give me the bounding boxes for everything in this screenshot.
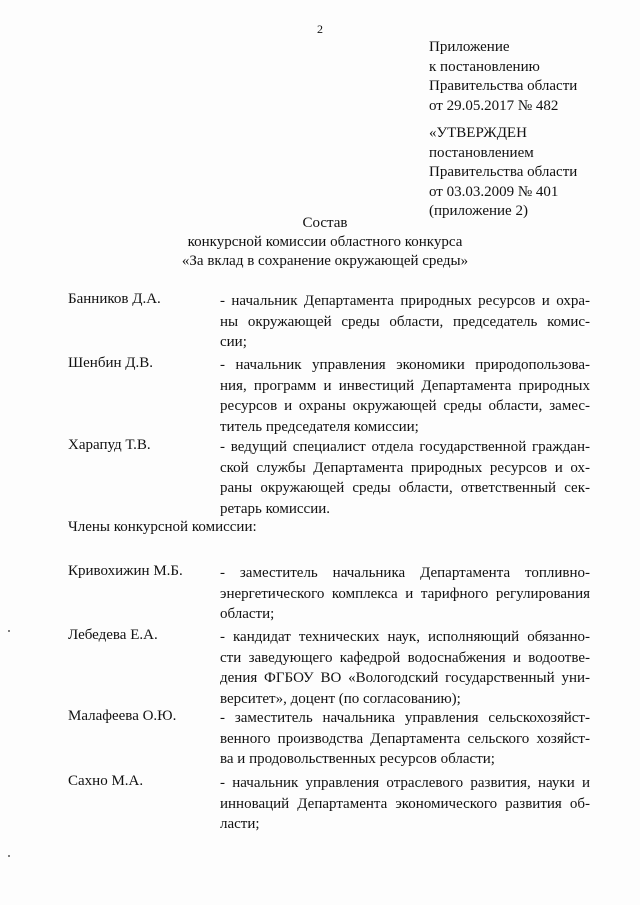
role-line: - начальник управления отраслевого развития, науки и [220, 775, 590, 791]
role-line: раны окружающей среды области, ответственный сек- [220, 480, 590, 496]
role-line: - кандидат технических наук, исполняющий обязанно- [220, 629, 590, 645]
role-line: - заместитель начальника Департамента топливно- [220, 565, 590, 581]
role-line: энергетического комплекса и тарифного регулирования [220, 585, 590, 602]
members-heading: Члены конкурсной комиссии: [68, 519, 257, 535]
member-role [220, 355, 590, 437]
role-line: сии; [220, 334, 247, 350]
member-role [220, 291, 590, 353]
member-role [220, 773, 590, 835]
member-name: Шенбин Д.В. [68, 355, 153, 371]
member-name: Сахно М.А. [68, 773, 144, 789]
role-line: сти заведующего кафедрой водоснабжения и водоотве- [220, 649, 590, 666]
role-line: ласти; [220, 816, 260, 832]
page-number: 2 [317, 22, 323, 36]
member-name: Лебедева Е.А. [68, 627, 158, 643]
approval-line: Правительства области [429, 164, 578, 180]
role-line: - ведущий специалист отдела государственной граждан- [220, 439, 590, 455]
role-line: венного производства Департамента сельского хозяйст- [220, 730, 590, 747]
role-line: ресурсов и охраны окружающей среды области, замес- [220, 398, 590, 414]
role-line: ской службы Департамента природных ресурсов и ох- [220, 459, 590, 476]
member-role [220, 437, 590, 519]
role-line: - начальник Департамента природных ресурсов и охра- [220, 293, 590, 309]
scan-speck [8, 855, 10, 857]
appendix-line: Приложение [429, 39, 510, 55]
member-name: Малафеева О.Ю. [68, 708, 177, 724]
role-line: ния, программ и инвестиций Департамента природных [220, 377, 590, 394]
approval-stamp-text [429, 124, 577, 222]
appendix-line: к постановлению [429, 58, 540, 75]
role-line: области; [220, 606, 275, 622]
role-line: ва и продовольственных ресурсов области; [220, 751, 495, 767]
role-line: - заместитель начальника управления сельскохозяйст- [220, 710, 590, 726]
member-role [220, 563, 590, 625]
approval-line: от 03.03.2009 № 401 [429, 183, 559, 200]
title-line: Состав [302, 215, 348, 231]
approval-line: «УТВЕРЖДЕН [429, 125, 527, 141]
role-line: инноваций Департамента экономического развития об- [220, 795, 590, 812]
role-line: дения ФГБОУ ВО «Вологодский государственный уни- [220, 670, 590, 686]
member-name: Кривохижин М.Б. [68, 563, 183, 579]
member-role [220, 627, 590, 709]
member-name: Харапуд Т.В. [68, 437, 151, 453]
member-role [220, 708, 590, 770]
approval-line: (приложение 2) [429, 203, 528, 219]
appendix-line: Правительства области [429, 78, 578, 94]
scan-speck [8, 630, 10, 632]
member-name: Банников Д.А. [68, 291, 161, 307]
role-line: ретарь комиссии. [220, 500, 331, 517]
title-line: «За вклад в сохранение окружающей среды» [181, 253, 469, 269]
role-line: ны окружающей среды области, председатель комис- [220, 313, 590, 330]
document-title [0, 214, 640, 271]
title-line: конкурсной комиссии областного конкурса [187, 234, 463, 250]
role-line: верситет», доцент (по согласованию); [220, 690, 461, 707]
role-line: титель председателя комиссии; [220, 418, 419, 435]
approval-line: постановлением [429, 144, 534, 161]
role-line: - начальник управления экономики природопользова- [220, 357, 590, 373]
appendix-line: от 29.05.2017 № 482 [429, 97, 559, 114]
appendix-header [429, 38, 577, 116]
